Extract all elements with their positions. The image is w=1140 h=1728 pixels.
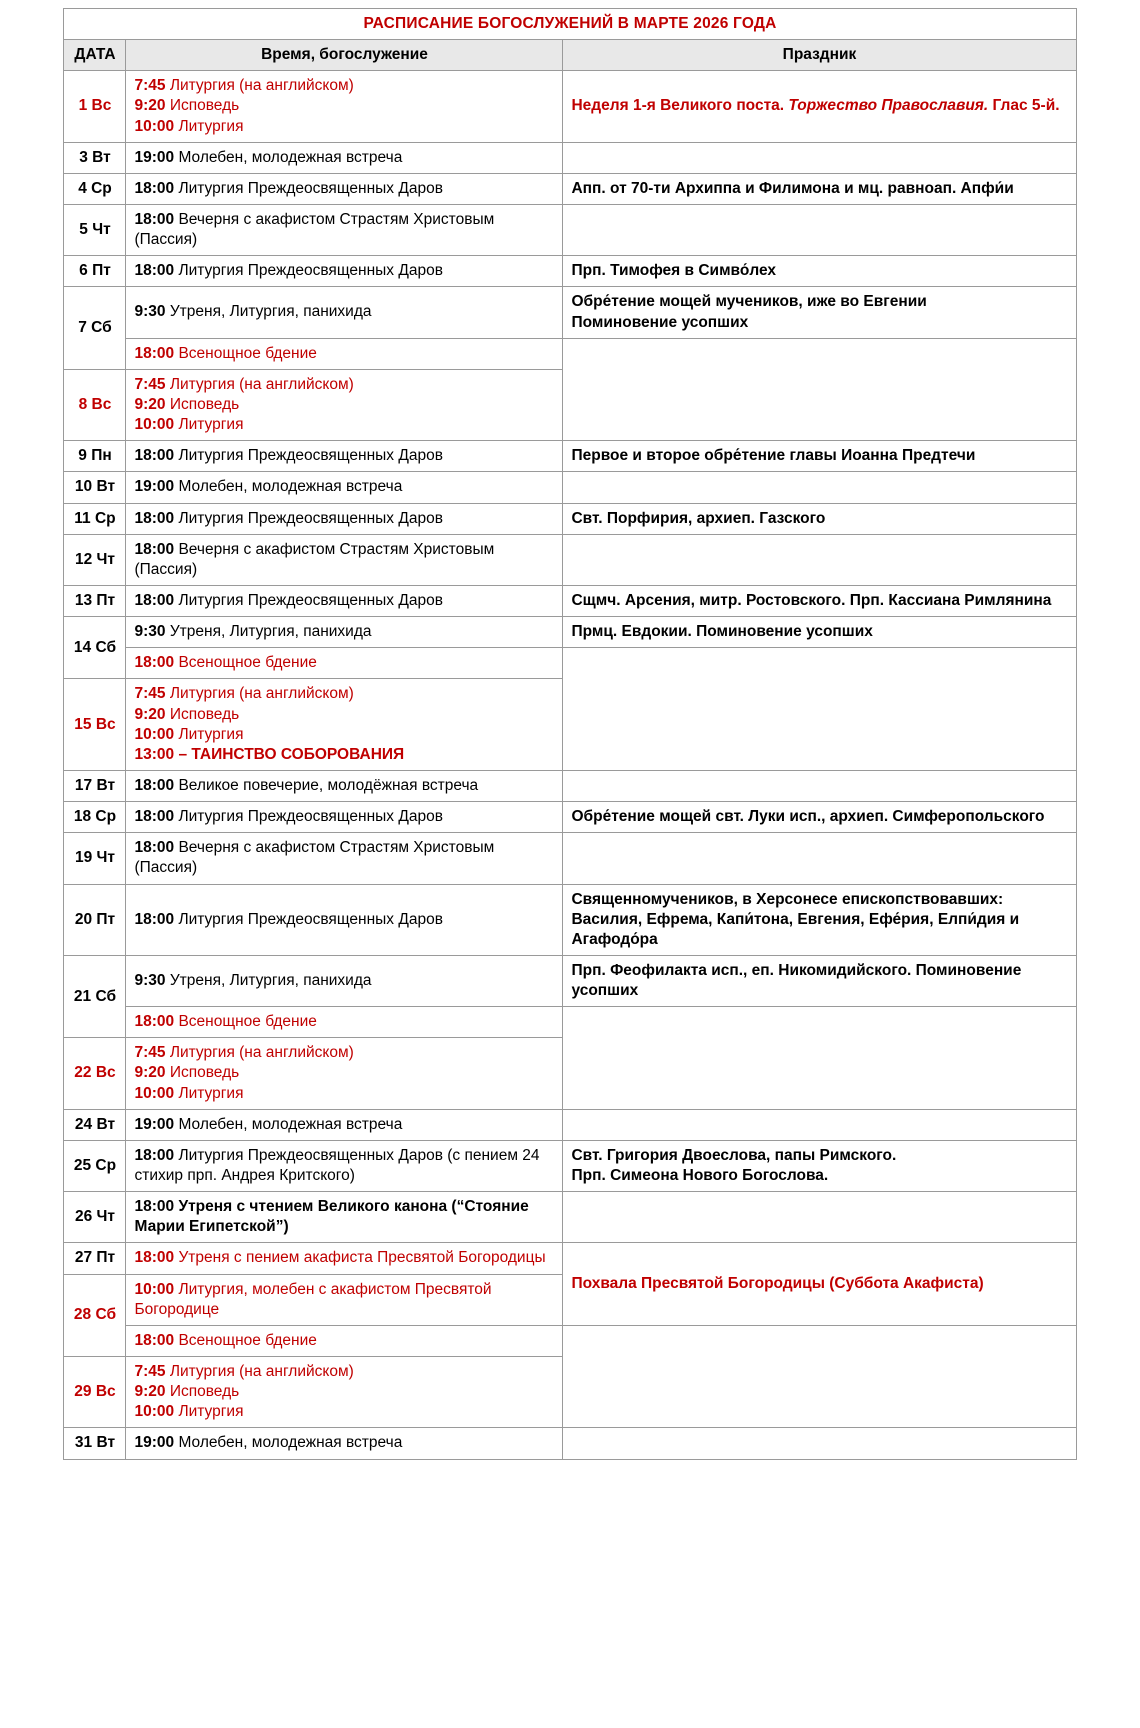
date-cell: 14 Сб (64, 617, 126, 679)
service-description: Исповедь (169, 705, 240, 723)
column-header-feast: Праздник (563, 40, 1076, 71)
services-cell (126, 204, 563, 255)
column-header-time: Время, богослужение (126, 40, 563, 71)
date-cell: 19 Чт (64, 833, 126, 884)
service-line (134, 807, 554, 827)
table-row (64, 802, 1076, 833)
service-line (134, 1280, 554, 1320)
column-header-date: ДАТА (64, 40, 126, 71)
services-cell (126, 1428, 563, 1459)
date-cell: 6 Пт (64, 256, 126, 287)
service-description: Исповедь (169, 1064, 240, 1082)
service-description: Литургия (178, 1403, 244, 1421)
date-cell: 3 Вт (64, 142, 126, 173)
service-description: Молебен, молодежная встреча (178, 1115, 403, 1133)
table-title-row (64, 9, 1076, 40)
date-cell: 8 Вс (64, 369, 126, 440)
table-row (64, 770, 1076, 801)
feast-cell (563, 770, 1076, 801)
service-time: 9:30 (134, 623, 166, 641)
service-description: Утреня, Литургия, панихида (169, 623, 372, 641)
feast-cell (563, 472, 1076, 503)
services-cell (126, 1274, 563, 1325)
services-cell (126, 1243, 563, 1274)
date-cell: 15 Вс (64, 679, 126, 771)
table-row (64, 884, 1076, 955)
service-time: 19:00 (134, 148, 175, 166)
service-time: 18:00 (134, 654, 175, 672)
service-time: 7:45 (134, 1044, 166, 1062)
service-time: 7:45 (134, 375, 166, 393)
service-description: Литургия (178, 416, 244, 434)
feast-cell (563, 1428, 1076, 1459)
feast-cell (563, 534, 1076, 585)
services-cell (126, 679, 563, 771)
service-time: 18:00 (134, 262, 175, 280)
date-cell: 27 Пт (64, 1243, 126, 1274)
service-line (134, 971, 554, 991)
table-row (64, 204, 1076, 255)
feast-emphasis: Торжество Православия. (788, 97, 989, 115)
service-time: 18:00 (134, 1331, 175, 1349)
services-cell (126, 617, 563, 648)
service-description: Литургия (на английском) (169, 1363, 354, 1381)
feast-line: Свт. Григория Двоеслова, папы Римского. (571, 1146, 897, 1164)
feast-cell (563, 503, 1076, 534)
service-time: 9:20 (134, 1064, 166, 1082)
service-time: 19:00 (134, 1434, 175, 1452)
table-row (64, 1325, 1076, 1356)
service-line (134, 1063, 554, 1083)
date-cell: 4 Ср (64, 173, 126, 204)
service-line (134, 1402, 554, 1422)
service-time: 18:00 (134, 776, 175, 794)
service-line (134, 375, 554, 395)
services-cell (126, 1325, 563, 1356)
feast-line: Обре́тение мощей свт. Луки исп., архиеп. Симферопольского (571, 808, 1045, 826)
feast-cell (563, 1007, 1076, 1110)
service-description: Молебен, молодежная встреча (178, 478, 403, 496)
table-row (64, 1243, 1076, 1274)
services-cell (126, 472, 563, 503)
table-row (64, 1007, 1076, 1038)
service-description: Литургия Преждеосвященных Даров (178, 509, 443, 527)
feast-cell (563, 173, 1076, 204)
feast-cell (563, 1140, 1076, 1191)
services-cell (126, 503, 563, 534)
service-description: Великое повечерие, молодёжная встреча (178, 776, 479, 794)
service-time: 7:45 (134, 1363, 166, 1381)
service-time: 18:00 (134, 1013, 175, 1031)
feast-line: Поминовение усопших (571, 313, 749, 331)
service-line (134, 1331, 554, 1351)
service-time: 7:45 (134, 685, 166, 703)
feast-line: Прмц. Евдокии. Поминовение усопших (571, 623, 873, 641)
service-line (134, 838, 554, 878)
service-line (134, 148, 554, 168)
service-time: 18:00 (134, 540, 175, 558)
date-cell: 29 Вс (64, 1357, 126, 1428)
feast-line: Неделя 1-я Великого поста. Торжество Православия. Глас 5-й. (571, 97, 1060, 115)
service-line (134, 653, 554, 673)
service-description: Вечерня с акафистом Страстям Христовым (Пассия) (134, 839, 495, 877)
table-row (64, 287, 1076, 338)
date-cell: 21 Сб (64, 955, 126, 1037)
table-row (64, 142, 1076, 173)
services-cell (126, 585, 563, 616)
feast-line: Первое и второе обре́тение главы Иоанна Предтечи (571, 447, 976, 465)
service-description: Утреня, Литургия, панихида (169, 303, 372, 321)
service-time: 18:00 (134, 344, 175, 362)
date-cell: 24 Вт (64, 1109, 126, 1140)
service-line (134, 540, 554, 580)
service-time: 18:00 (134, 447, 175, 465)
feast-line: Прп. Тимофея в Симво́лех (571, 262, 777, 280)
services-cell (126, 802, 563, 833)
service-line (134, 1146, 554, 1186)
service-line (134, 1248, 554, 1268)
feast-cell (563, 955, 1076, 1006)
service-line (134, 344, 554, 364)
feast-cell (563, 1325, 1076, 1428)
date-cell: 10 Вт (64, 472, 126, 503)
service-description: Утреня с пением акафиста Пресвятой Богородицы (178, 1249, 546, 1267)
service-line (134, 776, 554, 796)
date-cell: 13 Пт (64, 585, 126, 616)
services-cell (126, 884, 563, 955)
service-time: 13:00 (134, 745, 175, 763)
feast-line: Прп. Симеона Нового Богослова. (571, 1167, 829, 1185)
table-row (64, 441, 1076, 472)
service-time: 10:00 (134, 416, 175, 434)
table-row (64, 173, 1076, 204)
services-cell (126, 648, 563, 679)
services-cell (126, 833, 563, 884)
feast-line: Похвала Пресвятой Богородицы (Суббота Акафиста) (571, 1275, 984, 1293)
service-time: 18:00 (134, 591, 175, 609)
table-row (64, 648, 1076, 679)
service-description: Утреня, Литургия, панихида (169, 971, 372, 989)
service-description: Литургия (178, 725, 244, 743)
service-time: 10:00 (134, 1084, 175, 1102)
service-line (134, 705, 554, 725)
service-description: Утреня с чтением Великого канона (“Стояние Марии Египетской”) (134, 1198, 529, 1236)
feast-cell (563, 585, 1076, 616)
services-cell (126, 441, 563, 472)
page-title: РАСПИСАНИЕ БОГОСЛУЖЕНИЙ В МАРТЕ 2026 ГОДА (64, 9, 1076, 40)
schedule-table (63, 8, 1076, 1460)
services-cell (126, 142, 563, 173)
feast-line: Обре́тение мощей мучеников, иже во Евгении (571, 293, 927, 311)
service-line (134, 1382, 554, 1402)
date-cell: 11 Ср (64, 503, 126, 534)
service-time: 10:00 (134, 1403, 175, 1421)
service-line (134, 210, 554, 250)
date-cell: 5 Чт (64, 204, 126, 255)
feast-cell (563, 802, 1076, 833)
service-line (134, 477, 554, 497)
feast-cell (563, 441, 1076, 472)
service-line (134, 1433, 554, 1453)
feast-cell (563, 338, 1076, 441)
table-row (64, 955, 1076, 1006)
feast-cell (563, 204, 1076, 255)
feast-cell (563, 648, 1076, 771)
feast-cell (563, 1243, 1076, 1325)
table-row (64, 1140, 1076, 1191)
feast-cell (563, 142, 1076, 173)
service-description: Всенощное бдение (178, 654, 317, 672)
service-description: Вечерня с акафистом Страстям Христовым (Пассия) (134, 210, 495, 249)
service-description: Литургия (на английском) (169, 1044, 354, 1062)
service-line (134, 261, 554, 281)
feast-line: Прп. Феофилакта исп., еп. Никомидийского. Поминовение усопших (571, 961, 1022, 1000)
services-cell (126, 770, 563, 801)
service-time: 9:20 (134, 705, 166, 723)
table-row (64, 256, 1076, 287)
service-line (134, 1012, 554, 1032)
services-cell (126, 955, 563, 1006)
service-time: 18:00 (134, 910, 175, 928)
table-row (64, 71, 1076, 142)
services-cell (126, 287, 563, 338)
service-line (134, 446, 554, 466)
date-cell: 25 Ср (64, 1140, 126, 1191)
feast-cell (563, 833, 1076, 884)
feast-cell (563, 1109, 1076, 1140)
table-row (64, 472, 1076, 503)
service-time: 10:00 (134, 725, 175, 743)
service-description: Исповедь (169, 1383, 240, 1401)
feast-line: Сщмч. Арсения, митр. Ростовского. Прп. Кассиана Римлянина (571, 591, 1052, 609)
service-line (134, 725, 554, 745)
service-time: 18:00 (134, 808, 175, 826)
date-cell: 31 Вт (64, 1428, 126, 1459)
service-time: 10:00 (134, 1280, 175, 1298)
service-line (134, 509, 554, 529)
service-time: 9:30 (134, 971, 166, 989)
service-line (134, 117, 554, 137)
service-time: 18:00 (134, 179, 175, 197)
services-cell (126, 369, 563, 440)
table-row (64, 1192, 1076, 1243)
feast-line: Свт. Порфирия, архиеп. Газского (571, 509, 826, 527)
feast-cell (563, 884, 1076, 955)
service-time: 9:20 (134, 1383, 166, 1401)
service-time: 18:00 (134, 509, 175, 527)
date-cell: 22 Вс (64, 1038, 126, 1109)
service-time: 18:00 (134, 839, 175, 857)
services-cell (126, 1109, 563, 1140)
service-description: Литургия Преждеосвященных Даров (с пением 24 стихир прп. Андрея Критского) (134, 1146, 540, 1185)
date-cell: 7 Сб (64, 287, 126, 369)
service-line (134, 684, 554, 704)
date-cell: 1 Вс (64, 71, 126, 142)
table-row (64, 534, 1076, 585)
feast-line: Священномучеников, в Херсонесе епископствовавших: Василия, Ефрема, Капи́тона, Евгения, Ефе́рия, Елпи́дия и Агафодо́ра (571, 890, 1020, 948)
feast-cell (563, 287, 1076, 338)
table-row (64, 585, 1076, 616)
feast-cell (563, 71, 1076, 142)
table-row (64, 833, 1076, 884)
services-cell (126, 1357, 563, 1428)
service-time: 10:00 (134, 117, 175, 135)
service-description: Литургия (на английском) (169, 77, 354, 95)
date-cell: 17 Вт (64, 770, 126, 801)
feast-cell (563, 617, 1076, 648)
service-line (134, 179, 554, 199)
feast-cell (563, 1192, 1076, 1243)
service-description: Всенощное бдение (178, 1013, 317, 1031)
service-line (134, 591, 554, 611)
services-cell (126, 534, 563, 585)
service-time: 9:20 (134, 395, 166, 413)
service-line (134, 910, 554, 930)
service-time: 18:00 (134, 1198, 175, 1216)
service-description: – ТАИНСТВО СОБОРОВАНИЯ (178, 745, 405, 763)
date-cell: 12 Чт (64, 534, 126, 585)
feast-line: Апп. от 70-ти Архиппа и Филимона и мц. равноап. Апфи́и (571, 179, 1014, 197)
service-line (134, 1197, 554, 1237)
table-row (64, 338, 1076, 369)
table-header-row (64, 40, 1076, 71)
table-row (64, 617, 1076, 648)
services-cell (126, 71, 563, 142)
services-cell (126, 173, 563, 204)
service-description: Исповедь (169, 97, 240, 115)
date-cell: 20 Пт (64, 884, 126, 955)
date-cell: 26 Чт (64, 1192, 126, 1243)
service-line (134, 395, 554, 415)
service-description: Всенощное бдение (178, 1331, 317, 1349)
service-line (134, 745, 554, 765)
service-description: Литургия Преждеосвященных Даров (178, 447, 443, 465)
service-line (134, 1084, 554, 1104)
date-cell: 9 Пн (64, 441, 126, 472)
service-time: 9:30 (134, 303, 166, 321)
service-line (134, 622, 554, 642)
service-description: Всенощное бдение (178, 344, 317, 362)
service-description: Литургия Преждеосвященных Даров (178, 179, 443, 197)
service-time: 9:20 (134, 97, 166, 115)
service-time: 18:00 (134, 210, 175, 228)
service-line (134, 1043, 554, 1063)
service-line (134, 1362, 554, 1382)
services-cell (126, 338, 563, 369)
table-row (64, 503, 1076, 534)
services-cell (126, 1038, 563, 1109)
feast-cell (563, 256, 1076, 287)
service-line (134, 415, 554, 435)
services-cell (126, 1140, 563, 1191)
service-description: Литургия (на английском) (169, 375, 354, 393)
table-row (64, 1109, 1076, 1140)
service-line (134, 76, 554, 96)
service-time: 18:00 (134, 1146, 175, 1164)
service-line (134, 302, 554, 322)
date-cell: 18 Ср (64, 802, 126, 833)
service-description: Литургия (178, 1084, 244, 1102)
date-cell: 28 Сб (64, 1274, 126, 1356)
service-time: 19:00 (134, 478, 175, 496)
service-description: Литургия Преждеосвященных Даров (178, 808, 443, 826)
service-description: Литургия, молебен с акафистом Пресвятой Богородице (134, 1280, 492, 1318)
service-description: Молебен, молодежная встреча (178, 1434, 403, 1452)
service-description: Вечерня с акафистом Страстям Христовым (Пассия) (134, 540, 495, 578)
service-description: Литургия Преждеосвященных Даров (178, 591, 443, 609)
services-cell (126, 1007, 563, 1038)
service-time: 7:45 (134, 77, 166, 95)
service-description: Литургия (на английском) (169, 685, 354, 703)
service-description: Литургия Преждеосвященных Даров (178, 262, 443, 280)
service-description: Литургия (178, 117, 244, 135)
services-cell (126, 1192, 563, 1243)
services-cell (126, 256, 563, 287)
service-time: 18:00 (134, 1249, 175, 1267)
service-line (134, 1115, 554, 1135)
service-description: Исповедь (169, 395, 240, 413)
table-row (64, 1428, 1076, 1459)
service-description: Литургия Преждеосвященных Даров (178, 910, 443, 928)
service-description: Молебен, молодежная встреча (178, 148, 403, 166)
service-time: 19:00 (134, 1115, 175, 1133)
service-line (134, 96, 554, 116)
